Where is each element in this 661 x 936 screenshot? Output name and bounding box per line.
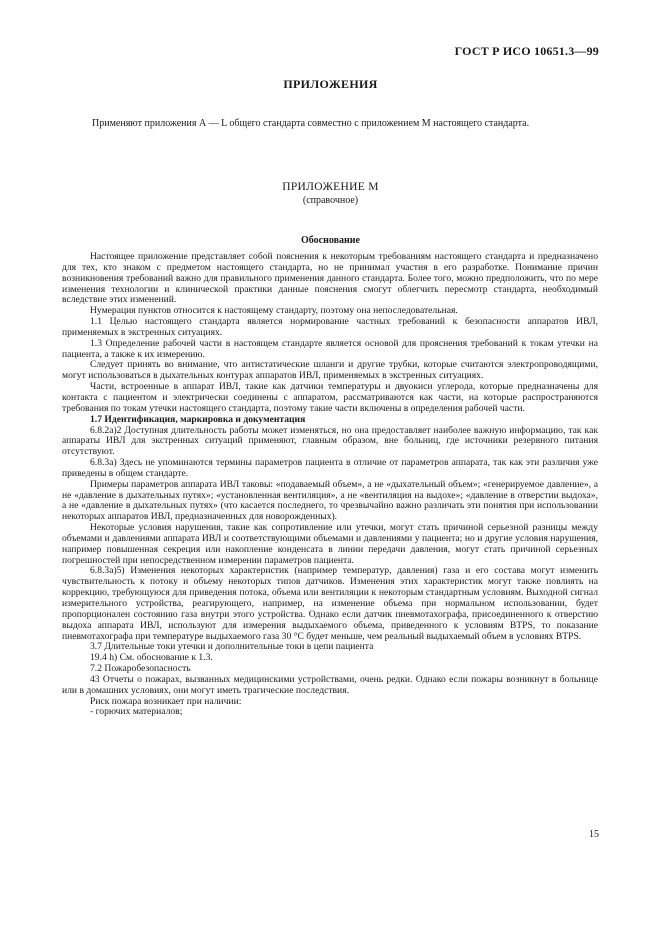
paragraph: Настоящее приложение представляет собой пояснения к некоторым требованиям настоящего стандарта и предназначено для тех, кто знаком с предметом настоящего стандарта, но не принимал участия в его разработке. Понимание причин возникновения требований важно для правильного применения данного стандарта. Более того, можно предположить, что по мере изменения технологии и клинической практики данные пояснения смогут облегчить пересмотр стандарта, необходимый вследствие этих изменений.	[62, 251, 598, 306]
paragraph: Части, встроенные в аппарат ИВЛ, такие как датчики температуры и двуокиси углерода, которые предназначены для контакта с пациентом и электрически соединены с аппаратом, рассматриваются как части, на которые распространяются требования по токам утечки настоящего стандарта, поэтому такие части включены в определения рабочей части.	[62, 381, 598, 414]
paragraph: 6.8.3а)5) Изменения некоторых характеристик (например температур, давления) газа и его состава могут изменить чувствительность к потоку и объему некоторых типов датчиков. Изменения этих характеристик могут также повлиять на коррекцию, требующуюся для приведения потока, объема или вентиляции к некоторым стандартным условиям. Выходной сигнал измерительного устройства, реагирующего, например, на изменение объема при нормальном использовании, будет пропорционален состоянию газа внутри этого устройства. Однако если датчик пневмотахографа, присоединенного к отверстию выдоха аппарата ИВЛ, используют для измерения выдыхаемого объема, приведенного к условиям BTPS, то показание пневмотахографа при температуре выдыхаемого газа 30 °С будет меньше, чем реальный выдыхаемый объем в условиях BTPS.	[62, 565, 598, 642]
paragraph: 19.4 h) См. обоснование к 1.3.	[90, 652, 213, 664]
list-item: - горючих материалов;	[90, 706, 183, 718]
paragraph: Нумерация пунктов относится к настоящему стандарту, поэтому она непоследовательная.	[90, 305, 458, 317]
paragraph: Примеры параметров аппарата ИВЛ таковы: «подаваемый объем», а не «дыхательный объем»; «генерируемое давление», а не «давление в дыхательных путях»; «установленная вентиляция», а не «вентиляция на выдохе»; «давление в отверстии выдоха», а не «давление в дыхательных путях» (что касается последнего, то чрезвычайно важно различать эти понятия при использовании некоторых аппаратов ИВЛ, предназначенных для новорожденных).	[62, 478, 598, 523]
subsection-heading: 1.7 Идентификация, маркировка и документация	[90, 413, 306, 425]
paragraph: 6.8.2а)2 Доступная длительность работы может изменяться, но она предоставляет наиболее важную информацию, так как аппараты ИВЛ для экстренных ситуаций применяют, главным образом, вне больниц, где источники резервного питания отсутствуют.	[62, 424, 598, 458]
paragraph: 6.8.3а) Здесь не упоминаются термины параметров пациента в отличие от параметров аппарата, так как эти различия уже приведены в общем стандарте.	[62, 457, 598, 479]
applicability-note: Применяют приложения А — L общего стандарта совместно с приложением М настоящего стандарта.	[92, 118, 530, 129]
paragraph: Риск пожара возникает при наличии:	[90, 695, 242, 707]
paragraph: Некоторые условия нарушения, такие как сопротивление или утечки, могут стать причиной серьезной разницы между объемами и давлениями аппарата ИВЛ и соответствующими объемами и давлениями у пациента; но и другие условия нарушения, например повышенная секреция или накопление конденсата в линии передачи давления, могут стать причиной серьезных погрешностей при непосредственном измерении параметров пациента.	[62, 522, 598, 566]
appendices-heading: ПРИЛОЖЕНИЯ	[283, 77, 378, 91]
standard-designation: ГОСТ Р ИСО 10651.3—99	[454, 44, 599, 58]
page-number: 15	[589, 829, 599, 840]
paragraph: Следует принять во внимание, что антистатические шланги и другие трубки, которые считаются электропроводящими, могут использоваться в дыхательных контурах аппаратов ИВЛ, применяемых в экстренных ситуациях.	[62, 359, 598, 382]
annex-title: ПРИЛОЖЕНИЕ М	[282, 181, 379, 193]
paragraph: 3.7 Длительные токи утечки и дополнительные токи в цепи пациента	[90, 641, 374, 653]
paragraph: 1.3 Определение рабочей части в настоящем стандарте является основой для прояснения требований к токам утечки на пациента, а также к их измерению.	[62, 337, 598, 360]
paragraph: 43 Отчеты о пожарах, вызванных медицинскими устройствами, очень редки. Однако если пожары возникнут в больнице или в домашних условиях, они могут иметь трагические последствия.	[62, 673, 598, 696]
paragraph: 1.1 Целью настоящего стандарта является нормирование частных требований к безопасности аппаратов ИВЛ, применяемых в экстренных ситуациях.	[62, 316, 598, 338]
body-text	[62, 252, 598, 718]
annex-kind: (справочное)	[302, 195, 359, 206]
section-title: Обоснование	[301, 235, 360, 246]
paragraph: 7.2 Пожаробезопасность	[90, 663, 191, 675]
